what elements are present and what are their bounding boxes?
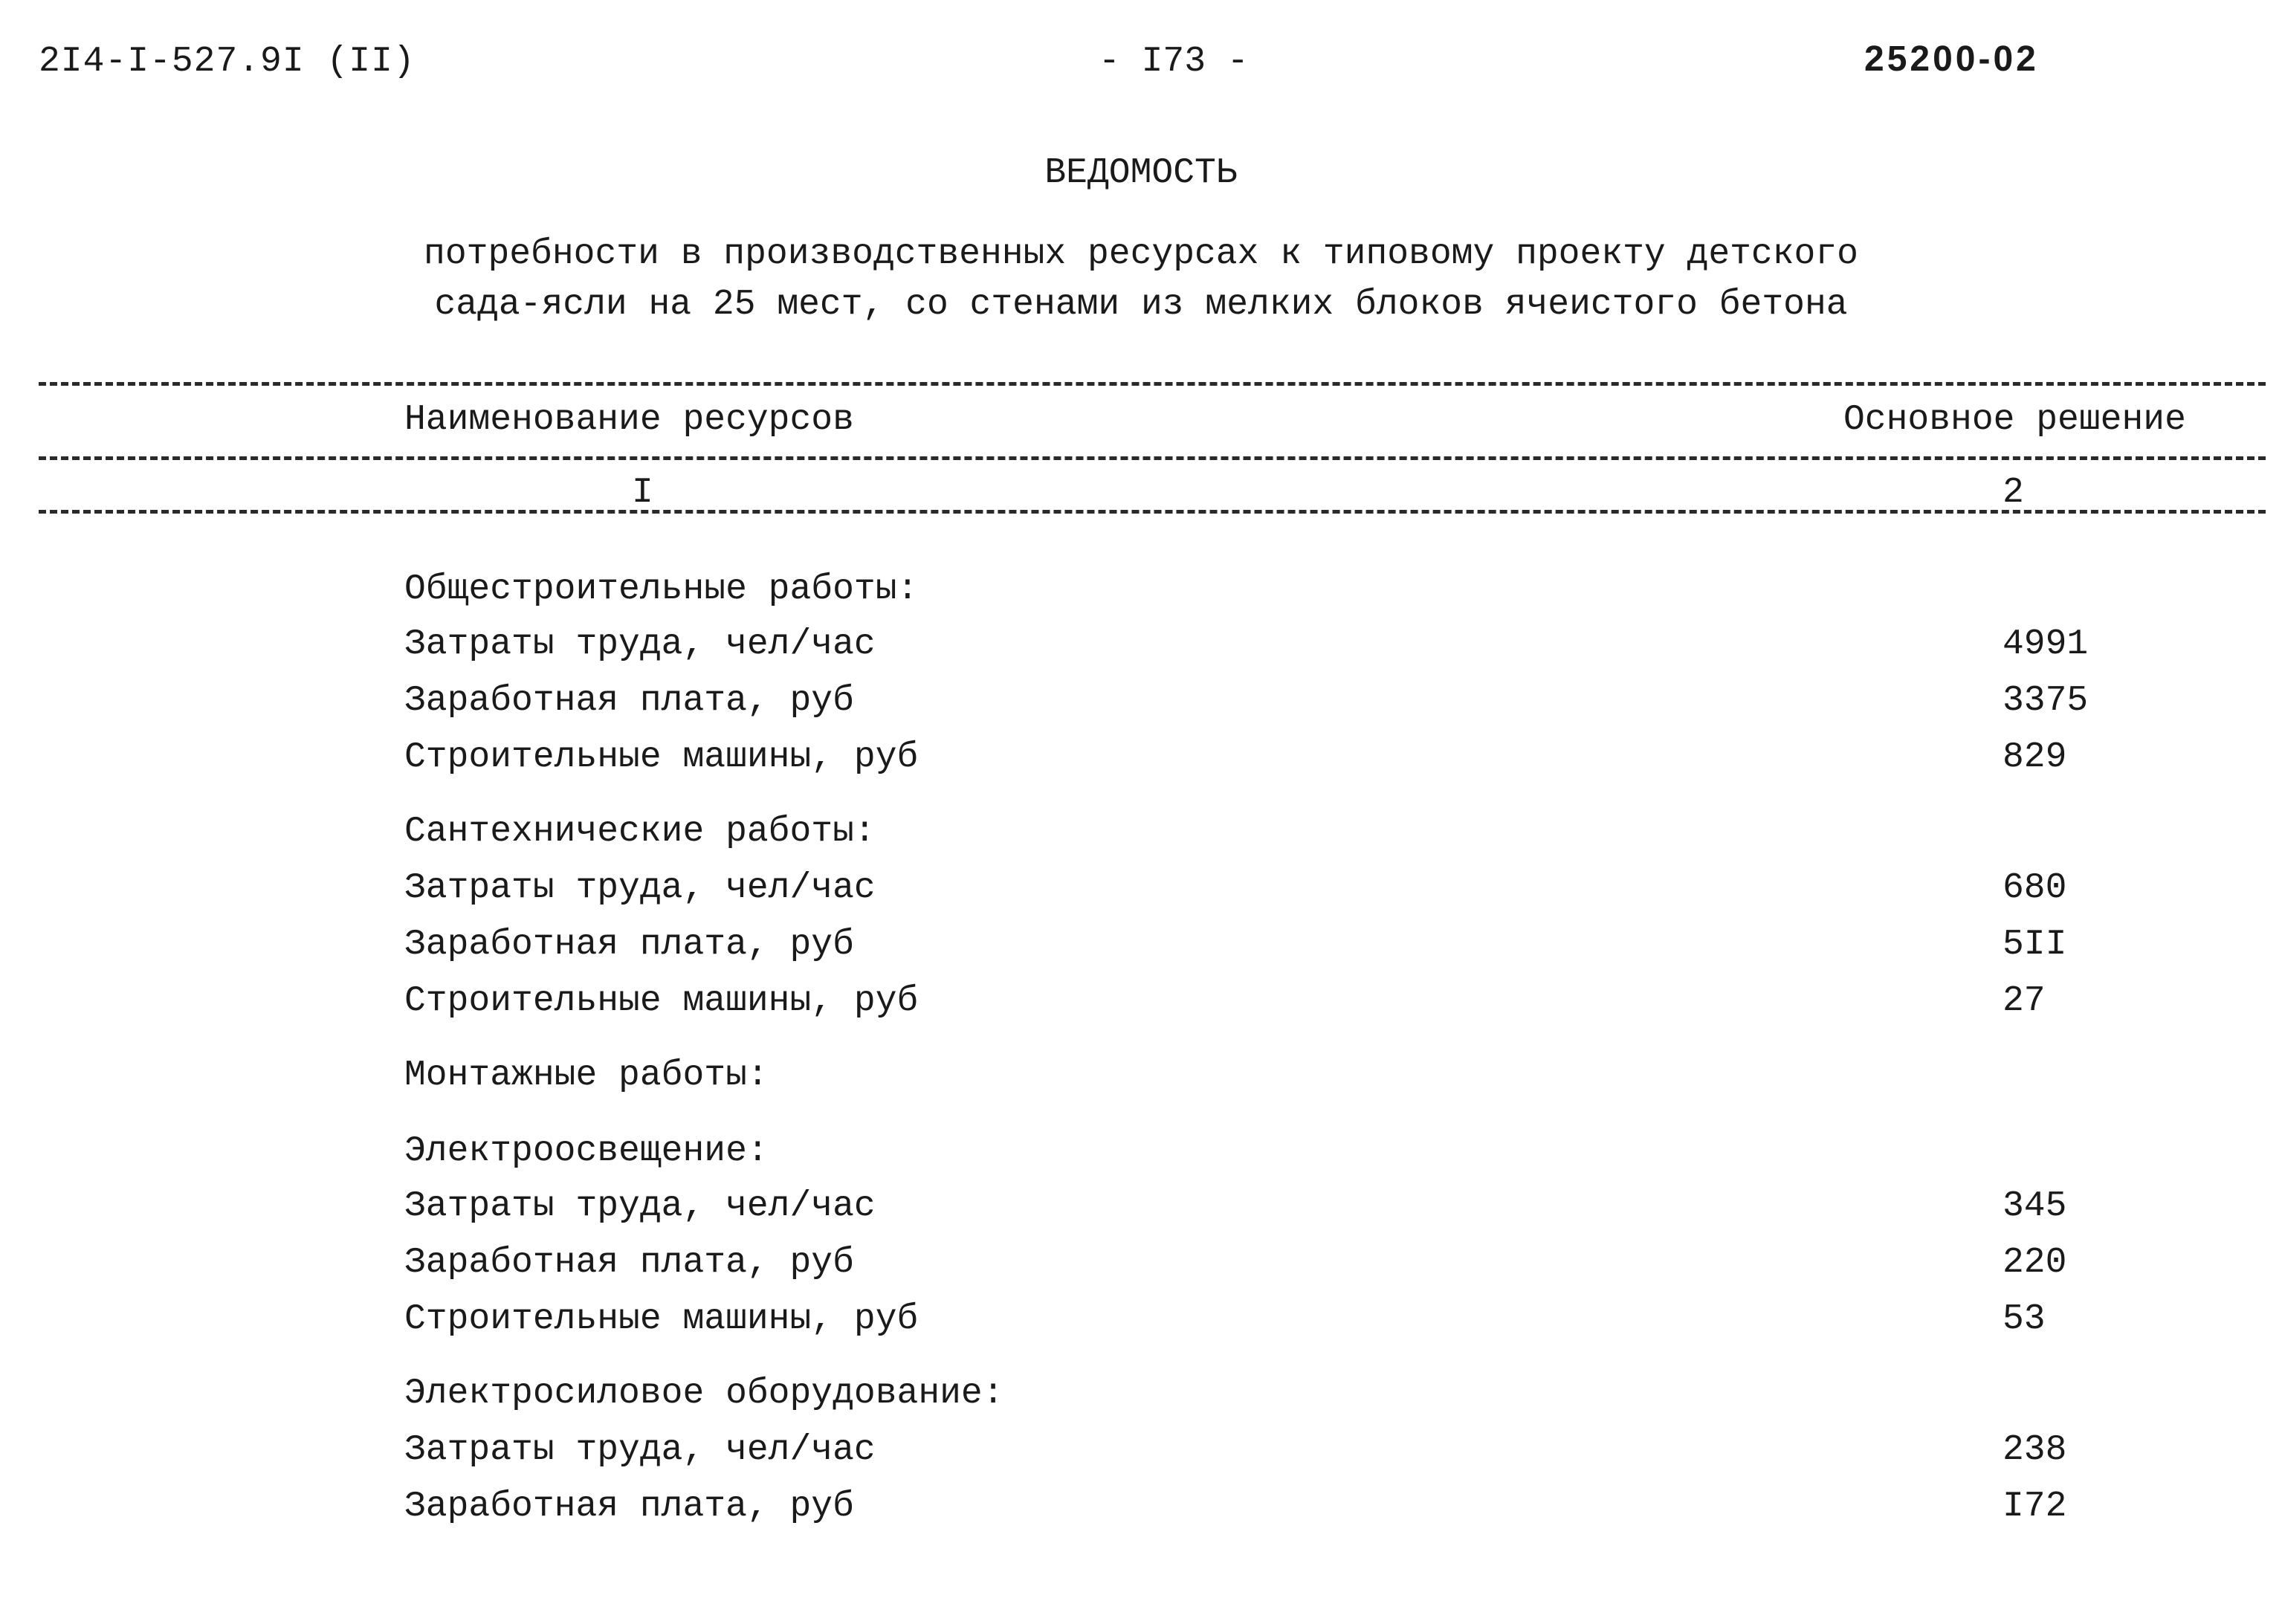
resource-value: 829 [2003,737,2067,777]
resource-value: 27 [2003,981,2046,1021]
table-header-rule [39,456,2266,460]
table-row [0,1299,2282,1351]
resource-value: I72 [2003,1486,2067,1527]
table-row [0,569,2282,621]
resource-name: Общестроительные работы: [404,569,919,609]
resource-value: 220 [2003,1243,2067,1283]
table-number-rule [39,510,2266,514]
resource-name: Сантехнические работы: [404,812,876,852]
resource-name: Затраты труда, чел/час [404,1186,876,1226]
column-number-2: 2 [2003,473,2024,513]
document-title: ВЕДОМОСТЬ [1044,153,1238,193]
resource-value: 4991 [2003,624,2089,664]
table-row [0,1131,2282,1183]
resource-value: 53 [2003,1299,2046,1339]
page-number: - I73 - [1099,42,1249,82]
resource-value: 5II [2003,925,2067,965]
table-top-rule [39,382,2266,386]
resource-name: Заработная плата, руб [404,1243,854,1283]
table-row [0,812,2282,864]
resource-name: Затраты труда, чел/час [404,868,876,908]
table-row [0,1186,2282,1238]
resource-name: Электроосвещение: [404,1131,769,1171]
table-row [0,1243,2282,1295]
resource-name: Заработная плата, руб [404,681,854,721]
resource-value: 238 [2003,1430,2067,1470]
table-row [0,681,2282,733]
resource-name: Строительные машины, руб [404,737,919,777]
column-header-resources: Наименование ресурсов [404,400,854,440]
table-row [0,981,2282,1033]
resource-value: 345 [2003,1186,2067,1226]
column-header-solution: Основное решение [1843,400,2186,440]
document-number: 25200-02 [1864,39,2039,79]
resource-name: Заработная плата, руб [404,1486,854,1527]
resource-value: 680 [2003,868,2067,908]
resource-name: Строительные машины, руб [404,981,919,1021]
table-row [0,925,2282,977]
resource-name: Монтажные работы: [404,1055,769,1096]
resource-name: Строительные машины, руб [404,1299,919,1339]
document-subtitle: потребности в производственных ресурсах к типовому проекту детского сада-ясли на 25 мест, со стенами из мелких блоков ячеистого бетона [424,234,1858,325]
table-row [0,1486,2282,1539]
table-row [0,1055,2282,1107]
resource-name: Электросиловое оборудование: [404,1374,1004,1414]
resource-name: Заработная плата, руб [404,925,854,965]
resource-name: Затраты труда, чел/час [404,624,876,664]
resource-name: Затраты труда, чел/час [404,1430,876,1470]
document-code: 2I4-I-527.9I (II) [39,42,416,82]
table-row [0,868,2282,920]
table-row [0,1374,2282,1426]
table-row [0,624,2282,676]
resource-value: 3375 [2003,681,2089,721]
table-row [0,737,2282,789]
column-number-1: I [632,473,653,513]
table-row [0,1430,2282,1482]
